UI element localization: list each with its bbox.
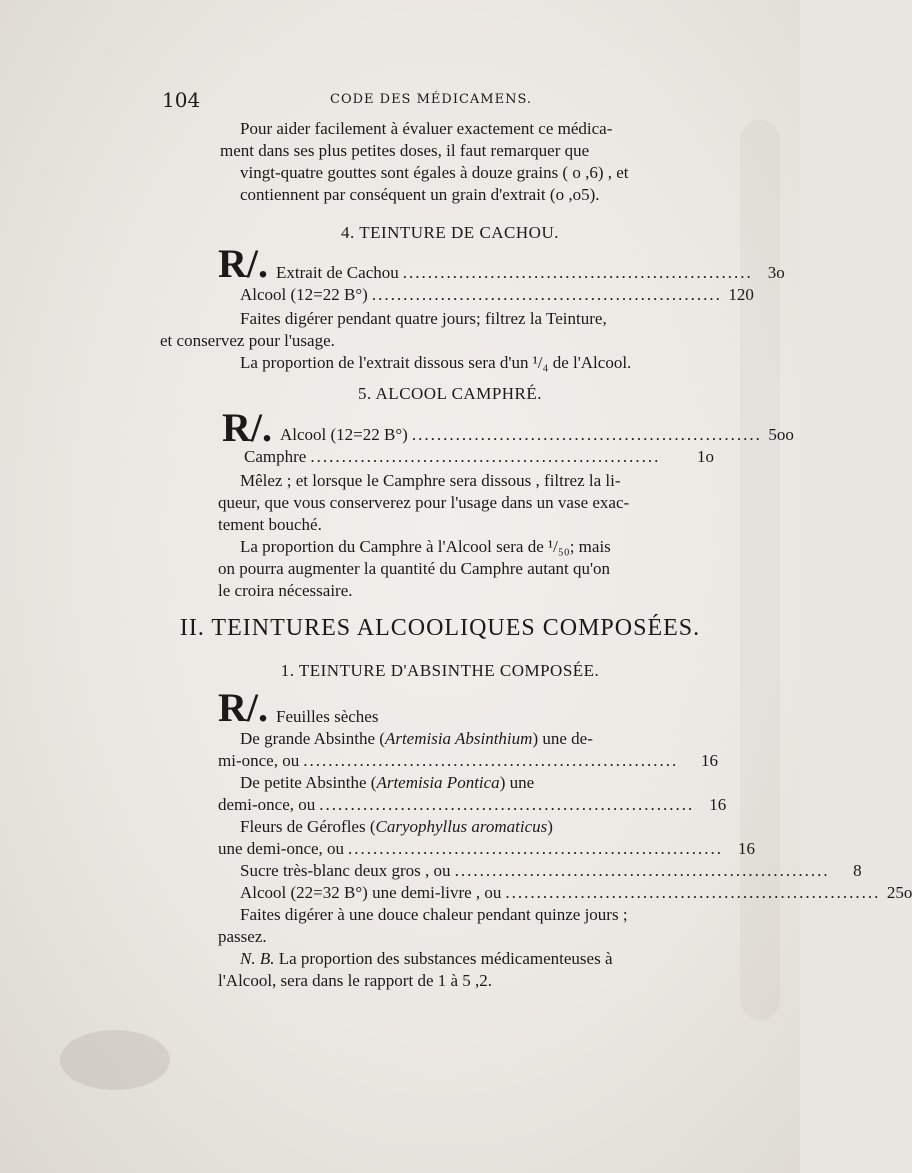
text-line: l'Alcool, sera dans le rapport de 1 à 5 ,2. [218, 971, 493, 990]
ingredient-value: 25o [886, 883, 912, 902]
running-title: CODE DES MÉDICAMENS. [330, 92, 533, 107]
text-fragment: De petite Absinthe ( [240, 773, 377, 792]
recipe-symbol: R/. [218, 241, 268, 286]
ingredient-label: une demi-once, ou [218, 839, 345, 858]
ingredient-row [218, 750, 718, 772]
ingredient-value: 1o [697, 447, 714, 466]
ingredient-value: 5oo [768, 425, 794, 444]
ingredient-row [218, 838, 756, 860]
camphre-ingredients [244, 424, 794, 468]
text-fragment: La proportion des substances médicamenteuses à [274, 949, 613, 968]
latin-name: Artemisia Pontica [376, 773, 500, 792]
latin-name: Artemisia Absinthium [384, 729, 533, 748]
ingredient-fleurs-line [218, 816, 718, 838]
ingredient-row [244, 424, 794, 446]
latin-name: Caryophyllus aromaticus [375, 817, 548, 836]
text-line: La proportion de l'extrait dissous sera d'un ¹/₄ de l'Alcool. [240, 353, 632, 372]
page-number: 104 [162, 88, 201, 112]
leader-dots: ........................................................ [371, 285, 722, 304]
text-line: Feuilles sèches [276, 707, 379, 726]
ingredient-value: 16 [709, 795, 727, 814]
ingredient-label: Extrait de Cachou [276, 263, 399, 282]
leader-dots: ............................................................ [319, 795, 695, 814]
text-line: passez. [218, 927, 267, 946]
camphre-instructions [218, 470, 720, 602]
ingredient-petite-line [218, 772, 718, 794]
leader-dots: ............................................................ [454, 861, 830, 880]
text-line: et conservez pour l'usage. [160, 331, 335, 350]
nota-bene-label: N. B. [240, 949, 275, 968]
ingredient-row [218, 794, 727, 816]
text-fragment: Fleurs de Gérofles ( [240, 817, 376, 836]
text-line: Faites digérer à une douce chaleur pendant quinze jours ; [240, 905, 628, 924]
ingredient-row [218, 860, 862, 882]
ingredient-row [240, 284, 754, 306]
text-line: on pourra augmenter la quantité du Camphre autant qu'on [218, 559, 611, 578]
ingredient-label: demi-once, ou [218, 795, 316, 814]
leader-dots: ........................................................ [310, 447, 661, 466]
ingredient-value: 16 [701, 751, 718, 770]
text-line: Faites digérer pendant quatre jours; filtrez la Teinture, [240, 309, 607, 328]
ingredient-label: Camphre [244, 447, 307, 466]
intro-paragraph [160, 118, 720, 206]
section-title: 4. TEINTURE DE CACHOU. [341, 223, 559, 242]
text-line: La proportion du Camphre à l'Alcool sera de ¹/₅₀; mais [240, 537, 611, 556]
ingredient-label: Alcool (12=22 B°) [280, 425, 408, 444]
intro-line: ment dans ses plus petites doses, il faut remarquer que [220, 141, 590, 160]
recipe-symbol: R/. [218, 685, 268, 730]
ingredient-value: 120 [728, 285, 754, 304]
intro-line: contiennent par conséquent un grain d'extrait (o ,o5). [240, 185, 600, 204]
cachou-ingredients [240, 262, 785, 306]
text-line: tement bouché. [218, 515, 322, 534]
leader-dots: ........................................................ [402, 263, 753, 282]
ingredient-value: 16 [738, 839, 756, 858]
leader-dots: ............................................................ [348, 839, 724, 858]
ingredient-label: Alcool (22=32 B°) une demi-livre , ou [240, 883, 502, 902]
text-fragment: De grande Absinthe ( [240, 729, 385, 748]
text-fragment: ) une de- [532, 729, 593, 748]
leader-dots: ............................................................ [303, 751, 679, 770]
leader-dots: ........................................................ [411, 425, 762, 444]
leader-dots: ............................................................ [505, 883, 881, 902]
ingredient-row [218, 882, 912, 904]
absinthe-ingredients [218, 706, 912, 992]
ingredient-label: mi-once, ou [218, 751, 300, 770]
ingredient-label: Alcool (12=22 B°) [240, 285, 368, 304]
part-heading [170, 617, 710, 639]
intro-line: vingt-quatre gouttes sont égales à douze grains ( o ,6) , et [240, 163, 629, 182]
ingredient-grande-line [218, 728, 718, 750]
intro-line: Pour aider facilement à évaluer exactement ce médica- [240, 119, 613, 138]
ingredient-row [244, 446, 714, 468]
section-camphre [160, 383, 720, 405]
ingredient-row [240, 262, 785, 284]
recipe-symbol: R/. [222, 405, 272, 450]
ingredient-value: 8 [853, 861, 862, 880]
section-absinthe [170, 660, 710, 682]
section-title: 1. TEINTURE D'ABSINTHE COMPOSÉE. [280, 661, 600, 680]
nota-bene-line [218, 948, 718, 970]
part-title: II. TEINTURES ALCOOLIQUES COMPOSÉES. [179, 615, 701, 641]
text-line: le croira nécessaire. [218, 581, 353, 600]
text-fragment: ) [547, 817, 553, 836]
section-title: 5. ALCOOL CAMPHRÉ. [357, 384, 543, 403]
ingredient-value: 3o [767, 263, 785, 282]
paper-stain [60, 1030, 170, 1090]
text-fragment: ) une [499, 773, 535, 792]
text-line: Mêlez ; et lorsque le Camphre sera dissous , filtrez la li- [240, 471, 621, 490]
ingredient-label: Sucre très-blanc deux gros , ou [240, 861, 451, 880]
text-line: queur, que vous conserverez pour l'usage dans un vase exac- [218, 493, 630, 512]
cachou-instructions [160, 308, 720, 374]
